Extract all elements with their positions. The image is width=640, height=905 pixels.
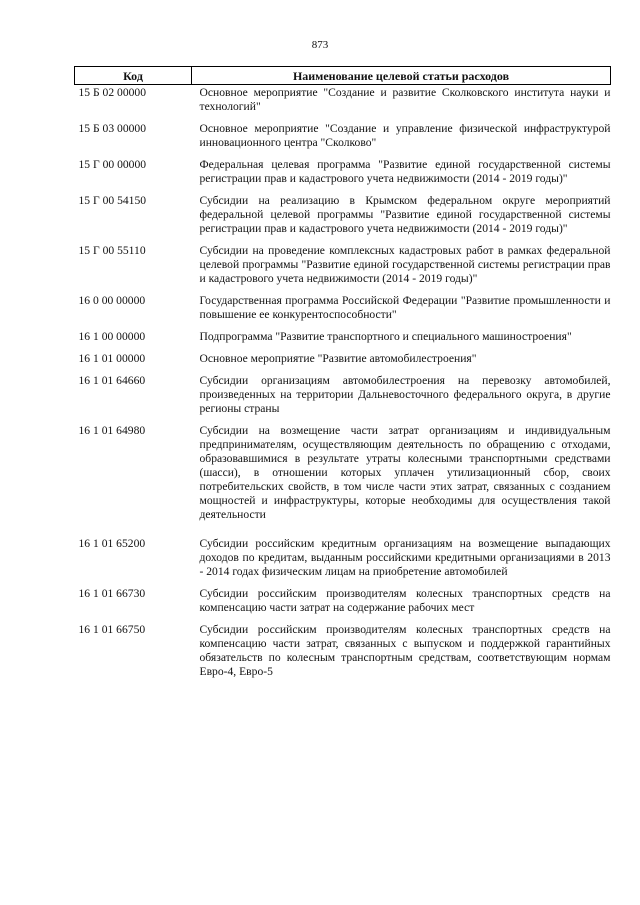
table-row xyxy=(75,587,611,623)
row-code: 16 1 01 64980 xyxy=(78,424,146,437)
row-code: 16 0 00 00000 xyxy=(78,294,146,307)
row-code: 16 1 01 65200 xyxy=(78,537,146,550)
row-name: Субсидии на реализацию в Крымском федеральном округе мероприятий федеральной целевой программы "Развитие единой государственной системы регистрации прав и кадастрового учета недвижимости (2014 - 2019 годы)" xyxy=(199,194,611,235)
table-header-row xyxy=(75,67,611,85)
row-code: 15 Г 00 00000 xyxy=(78,158,147,171)
row-name: Субсидии организациям автомобилестроения на перевозку автомобилей, произведенных на территории Дальневосточного федерального округа, в другие регионы страны xyxy=(199,374,611,415)
page-number: 873 xyxy=(311,39,329,51)
table-row xyxy=(75,244,611,294)
row-name: Субсидии российским производителям колесных транспортных средств на компенсацию части затрат на содержание рабочих мест xyxy=(199,587,611,614)
row-code: 15 Б 02 00000 xyxy=(78,86,147,99)
row-name: Основное мероприятие "Создание и развитие Сколковского института науки и технологий" xyxy=(199,86,611,113)
table-row xyxy=(75,537,611,587)
row-name: Субсидии на проведение комплексных кадастровых работ в рамках федеральной целевой программы "Развитие единой государственной системы регистрации прав и кадастрового учета недвижимости (2014 - 2019 годы)" xyxy=(199,244,611,285)
table-row xyxy=(75,122,611,158)
table-row xyxy=(75,85,611,123)
row-name: Основное мероприятие "Создание и управление физической инфраструктурой инновационного центра "Сколково" xyxy=(199,122,611,149)
row-code: 15 Б 03 00000 xyxy=(78,122,147,135)
budget-codes-table xyxy=(74,66,611,687)
row-code: 16 1 01 00000 xyxy=(78,352,146,365)
row-name: Субсидии на возмещение части затрат организациям и индивидуальным предпринимателям, осуществляющим деятельность по обращению с отходами, образовавшимися в результате утраты колесными транспортными средствами (шасси), в отношении которых уплачен утилизационный сбор, своих потребительских свойств, в том числе части этих затрат, связанных с созданием мощностей и инфраструктуры, которые необходимы для осуществления такой деятельности xyxy=(199,424,611,521)
row-code: 16 1 01 64660 xyxy=(78,374,146,387)
row-name: Основное мероприятие "Развитие автомобилестроения" xyxy=(199,352,477,365)
table-row xyxy=(75,330,611,352)
table-row xyxy=(75,294,611,330)
row-name: Субсидии российским кредитным организациям на возмещение выпадающих доходов по кредитам, выданным российскими кредитными организациями в 2013 - 2014 годах физическим лицам на приобретение автомобилей xyxy=(199,537,611,578)
column-header-code: Код xyxy=(75,67,192,85)
row-name: Государственная программа Российской Федерации "Развитие промышленности и повышение ее конкурентоспособности" xyxy=(199,294,611,321)
row-name: Подпрограмма "Развитие транспортного и специального машиностроения" xyxy=(199,330,572,343)
table-row xyxy=(75,158,611,194)
row-name: Федеральная целевая программа "Развитие единой государственной системы регистрации прав и кадастрового учета недвижимости (2014 - 2019 годы)" xyxy=(199,158,611,185)
table-row xyxy=(75,194,611,244)
row-code: 16 1 00 00000 xyxy=(78,330,146,343)
row-code: 15 Г 00 54150 xyxy=(78,194,147,207)
table-row xyxy=(75,623,611,687)
column-header-name: Наименование целевой статьи расходов xyxy=(192,67,611,85)
row-code: 16 1 01 66730 xyxy=(78,587,146,600)
row-name: Субсидии российским производителям колесных транспортных средств на компенсацию части затрат, связанных с выпуском и поддержкой гарантийных обязательств по колесным транспортным средствам, соответствующим нормам Евро-4, Евро-5 xyxy=(199,623,611,678)
table-row xyxy=(75,352,611,374)
row-code: 15 Г 00 55110 xyxy=(78,244,146,257)
row-code: 16 1 01 66750 xyxy=(78,623,146,636)
table-row xyxy=(75,424,611,537)
table-row xyxy=(75,374,611,424)
